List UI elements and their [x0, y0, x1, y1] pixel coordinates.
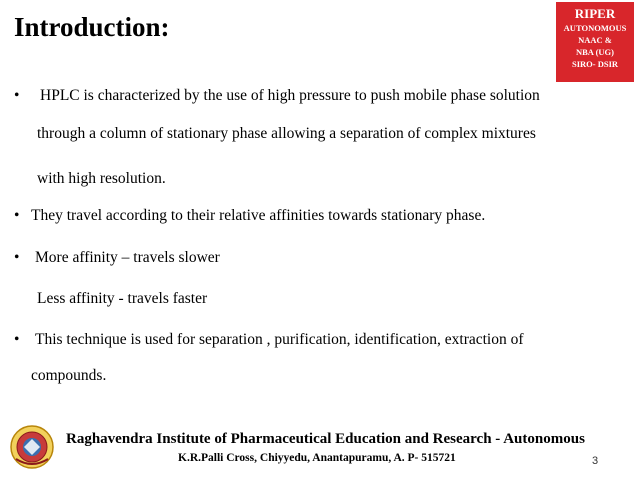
badge-line: NAAC &: [578, 35, 612, 45]
bullet-text: HPLC is characterized by the use of high pressure to push mobile phase solution: [40, 87, 540, 104]
badge-line: NBA (UG): [575, 47, 614, 57]
bullet-text: through a column of stationary phase allowing a separation of complex mixtures: [37, 125, 536, 142]
page-number: 3: [592, 455, 599, 467]
accreditation-badge: [556, 2, 634, 82]
bullet-text: This technique is used for separation , purification, identification, extraction of: [35, 331, 524, 348]
bullet-symbol: •: [14, 331, 20, 348]
bullet-symbol: •: [14, 87, 20, 104]
bullet-text: with high resolution.: [37, 170, 166, 187]
bullet-text: More affinity – travels slower: [35, 249, 220, 266]
badge-name: RIPER: [574, 6, 616, 21]
bullet-symbol: •: [14, 207, 20, 224]
bullet-symbol: •: [14, 249, 20, 266]
institute-name: Raghavendra Institute of Pharmaceutical Education and Research - Autonomous: [66, 431, 585, 447]
bullet-text: They travel according to their relative affinities towards stationary phase.: [31, 207, 486, 224]
badge-line: AUTONOMOUS: [563, 23, 627, 33]
bullet-text: compounds.: [31, 367, 107, 384]
college-seal-icon: [10, 425, 54, 469]
badge-line: SIRO- DSIR: [571, 59, 619, 69]
institute-address: K.R.Palli Cross, Chiyyedu, Anantapuramu, A. P- 515721: [178, 452, 456, 464]
slide-title: Introduction:: [14, 12, 170, 42]
bullet-text: Less affinity - travels faster: [37, 290, 208, 307]
